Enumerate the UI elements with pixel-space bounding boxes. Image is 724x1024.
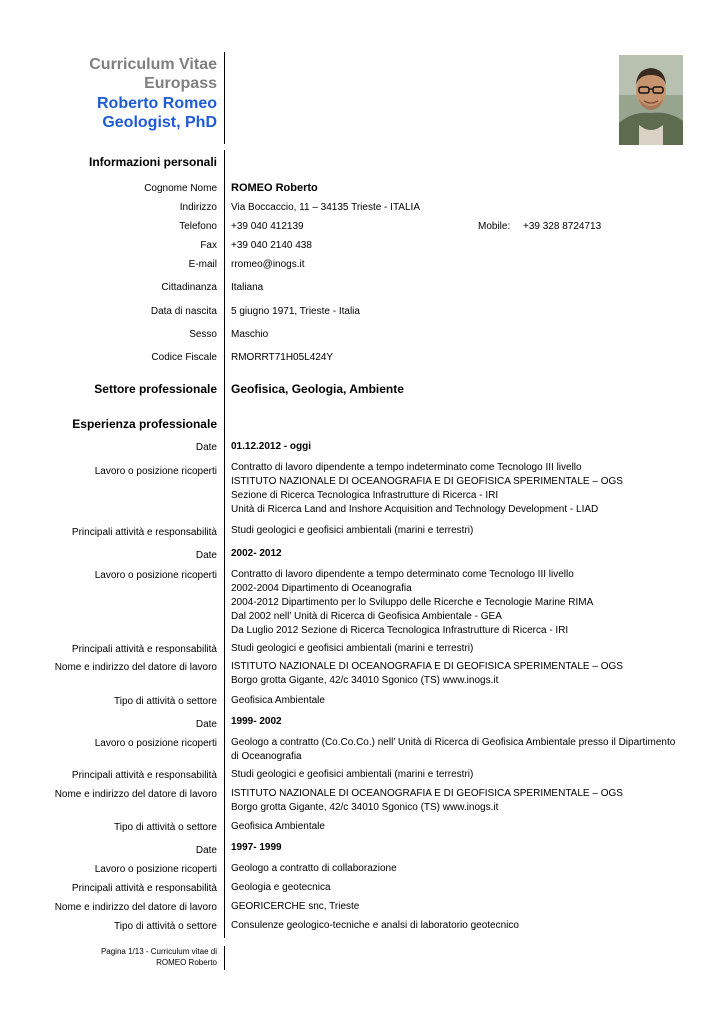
job-position-line: Geologo a contratto di collaborazione bbox=[231, 863, 397, 874]
job-position-line: di Oceanografia bbox=[231, 751, 302, 762]
section-experience: Esperienza professionale bbox=[72, 417, 217, 431]
label-position: Lavoro o posizione ricoperti bbox=[94, 570, 217, 581]
section-personal-info: Informazioni personali bbox=[88, 155, 217, 169]
job-employer-line: GEORICERCHE snc, Trieste bbox=[231, 901, 360, 912]
footer-line: ROMEO Roberto bbox=[156, 958, 217, 967]
job-type: Consulenze geologico-tecniche e analsi di laboratorio geotecnico bbox=[231, 920, 519, 931]
label-activities: Principali attività e responsabilità bbox=[71, 770, 217, 781]
value-mobile: +39 328 8724713 bbox=[523, 221, 602, 232]
label-position: Lavoro o posizione ricoperti bbox=[94, 466, 217, 477]
label-position: Lavoro o posizione ricoperti bbox=[94, 738, 217, 749]
job-date: 2002- 2012 bbox=[231, 548, 282, 559]
label-phone: Telefono bbox=[179, 221, 217, 232]
label-email: E-mail bbox=[188, 259, 217, 270]
value-email[interactable]: rromeo@inogs.it bbox=[231, 259, 305, 270]
label-employer: Nome e indirizzo del datore di lavoro bbox=[54, 789, 217, 800]
footer-line: Pagina 1/13 - Curriculum vitae di bbox=[100, 947, 217, 956]
job-activities: Studi geologici e geofisici ambientali (marini e terrestri) bbox=[231, 643, 474, 654]
label-date: Date bbox=[195, 442, 217, 453]
label-type: Tipo di attività o settore bbox=[113, 921, 217, 932]
label-type: Tipo di attività o settore bbox=[113, 696, 217, 707]
section-sector: Settore professionale bbox=[94, 382, 217, 396]
job-type: Geofisica Ambientale bbox=[231, 821, 325, 832]
value-address: Via Boccaccio, 11 – 34135 Trieste - ITALIA bbox=[231, 202, 420, 213]
cv-subtitle: Europass bbox=[144, 75, 217, 92]
label-type: Tipo di attività o settore bbox=[113, 822, 217, 833]
label-activities: Principali attività e responsabilità bbox=[71, 527, 217, 538]
person-title: Geologist, PhD bbox=[102, 114, 217, 131]
value-birth: 5 giugno 1971, Trieste - Italia bbox=[231, 306, 360, 317]
job-activities: Studi geologici e geofisici ambientali (marini e terrestri) bbox=[231, 525, 474, 536]
job-position-line: Contratto di lavoro dipendente a tempo determinato come Tecnologo III livello bbox=[231, 569, 574, 580]
footer-divider bbox=[224, 946, 225, 970]
job-date: 01.12.2012 - oggi bbox=[231, 441, 312, 452]
label-position: Lavoro o posizione ricoperti bbox=[94, 864, 217, 875]
label-date: Date bbox=[195, 719, 217, 730]
label-employer: Nome e indirizzo del datore di lavoro bbox=[54, 662, 217, 673]
job-employer-line: ISTITUTO NAZIONALE DI OCEANOGRAFIA E DI GEOFISICA SPERIMENTALE – OGS bbox=[231, 661, 623, 672]
value-sex: Maschio bbox=[231, 329, 269, 340]
job-position-line: Sezione di Ricerca Tecnologica Infrastrutture di Ricerca - IRI bbox=[231, 490, 499, 501]
label-activities: Principali attività e responsabilità bbox=[71, 883, 217, 894]
label-address: Indirizzo bbox=[179, 202, 217, 213]
label-fax: Fax bbox=[200, 240, 217, 251]
profile-photo bbox=[619, 55, 683, 145]
value-taxcode: RMORRT71H05L424Y bbox=[231, 352, 334, 363]
job-activities: Studi geologici e geofisici ambientali (marini e terrestri) bbox=[231, 769, 474, 780]
job-date: 1997- 1999 bbox=[231, 842, 282, 853]
label-date: Date bbox=[195, 550, 217, 561]
label-taxcode: Codice Fiscale bbox=[151, 352, 217, 363]
content-divider bbox=[224, 150, 225, 938]
value-sector: Geofisica, Geologia, Ambiente bbox=[231, 382, 404, 396]
job-position-line: Geologo a contratto (Co.Co.Co.) nell’ Unità di Ricerca di Geofisica Ambientale presso il Dipartimento bbox=[231, 737, 676, 748]
label-surname: Cognome Nome bbox=[144, 183, 217, 194]
label-birth: Data di nascita bbox=[150, 306, 217, 317]
job-type: Geofisica Ambientale bbox=[231, 695, 325, 706]
job-date: 1999- 2002 bbox=[231, 716, 282, 727]
person-name: Roberto Romeo bbox=[97, 95, 217, 112]
job-position-line: Unità di Ricerca Land and Inshore Acquisition and Technology Development - LIAD bbox=[231, 504, 599, 515]
cv-title: Curriculum Vitae bbox=[89, 56, 217, 73]
job-position-line: Contratto di lavoro dipendente a tempo indeterminato come Tecnologo III livello bbox=[231, 462, 582, 473]
page-footer bbox=[101, 946, 217, 968]
job-position-line: Da Luglio 2012 Sezione di Ricerca Tecnologica Infrastrutture di Ricerca - IRI bbox=[231, 625, 569, 636]
job-employer-line: ISTITUTO NAZIONALE DI OCEANOGRAFIA E DI GEOFISICA SPERIMENTALE – OGS bbox=[231, 788, 623, 799]
value-surname: ROMEO Roberto bbox=[231, 182, 318, 194]
label-mobile: Mobile: bbox=[478, 221, 511, 232]
label-citizenship: Cittadinanza bbox=[161, 282, 217, 293]
label-activities: Principali attività e responsabilità bbox=[71, 644, 217, 655]
value-phone: +39 040 412139 bbox=[231, 221, 304, 232]
job-position-line: 2002-2004 Dipartimento di Oceanografia bbox=[231, 583, 412, 594]
job-position-line: Dal 2002 nell’ Unità di Ricerca di Geofisica Ambientale - GEA bbox=[231, 611, 502, 622]
header-divider bbox=[224, 52, 225, 144]
label-sex: Sesso bbox=[189, 329, 217, 340]
job-position-line: 2004-2012 Dipartimento per lo Sviluppo delle Ricerche e Tecnologie Marine RIMA bbox=[231, 597, 594, 608]
job-employer-line: Borgo grotta Gigante, 42/c 34010 Sgonico (TS) www.inogs.it bbox=[231, 802, 499, 813]
value-citizenship: Italiana bbox=[231, 282, 264, 293]
label-date: Date bbox=[195, 845, 217, 856]
job-employer-line: Borgo grotta Gigante, 42/c 34010 Sgonico (TS) www.inogs.it bbox=[231, 675, 499, 686]
job-position-line: ISTITUTO NAZIONALE DI OCEANOGRAFIA E DI GEOFISICA SPERIMENTALE – OGS bbox=[231, 476, 623, 487]
job-activities: Geologia e geotecnica bbox=[231, 882, 331, 893]
value-fax: +39 040 2140 438 bbox=[231, 240, 312, 251]
label-employer: Nome e indirizzo del datore di lavoro bbox=[54, 902, 217, 913]
